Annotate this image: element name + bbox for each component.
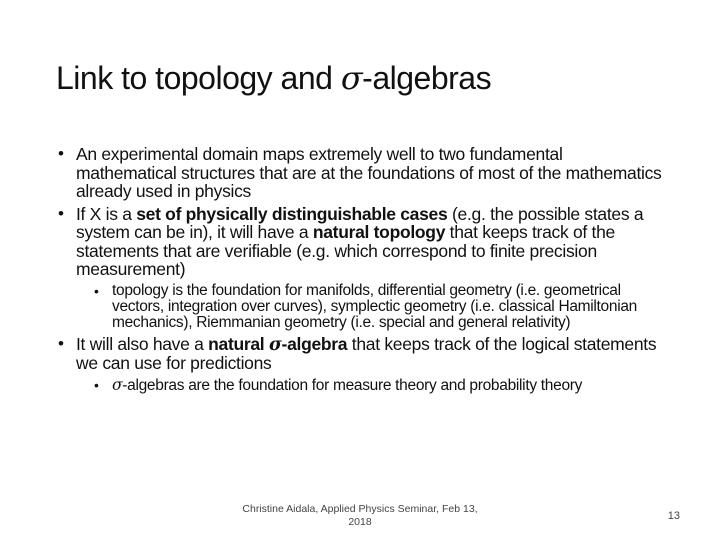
subbullet-sigma-foundation	[58, 377, 664, 394]
bullet-text-prefix: If X is a	[76, 203, 137, 224]
bullet-icon: •	[94, 376, 99, 393]
subbullet-sigma: σ	[112, 375, 123, 394]
bullet-bold-sigma: σ	[268, 334, 282, 355]
bullet-bold-natural: natural	[208, 333, 269, 354]
title-suffix: -algebras	[362, 60, 492, 96]
bullet-icon: •	[58, 144, 64, 163]
bullet-icon: •	[58, 203, 64, 223]
bullet-bold-distinguishable: set of physically distinguishable cases	[136, 203, 448, 224]
bullet-bold-topology: natural topology	[312, 222, 446, 242]
subbullet-text: -algebras are the foundation for measure theory and probability theory	[122, 376, 583, 394]
subbullet-topology-foundation	[58, 283, 664, 331]
bullet-text: An experimental domain maps extremely well to two fundamental mathematical structures that are at the foundations of most of the mathematics already used in physics	[76, 144, 662, 201]
bullet-text-suffix: that keeps track of the logical statements we can use for predictions	[76, 333, 657, 373]
slide-body	[58, 145, 664, 398]
title-sigma: σ	[340, 59, 363, 97]
bullet-natural-sigma-algebra	[58, 335, 664, 373]
bullet-natural-topology	[58, 205, 664, 279]
subbullet-text: topology is the foundation for manifolds, differential geometry (i.e. geometrical vectors, integration over curves), symplectic geometry (i.e. classical Hamiltonian mechanics), Riemmanian geometry (i.e. special and general relativity)	[112, 281, 637, 331]
slide-title	[56, 58, 491, 98]
page-number: 13	[667, 510, 680, 522]
bullet-bold-algebra: -algebra	[281, 333, 348, 354]
bullet-icon: •	[58, 333, 64, 353]
title-prefix: Link to topology and	[56, 60, 341, 96]
bullet-icon: •	[94, 282, 99, 299]
bullet-text-prefix: It will also have a	[76, 333, 209, 354]
slide-footer: Christine Aidala, Applied Physics Seminar, Feb 13, 2018	[242, 503, 478, 528]
bullet-text-mid: (e.g. the possible states a system can be in), it will have a	[76, 203, 644, 242]
bullet-text-suffix: that keeps track of the statements that are verifiable (e.g. which correspond to finite precision measurement)	[76, 222, 615, 279]
bullet-experimental-domain	[58, 145, 664, 201]
